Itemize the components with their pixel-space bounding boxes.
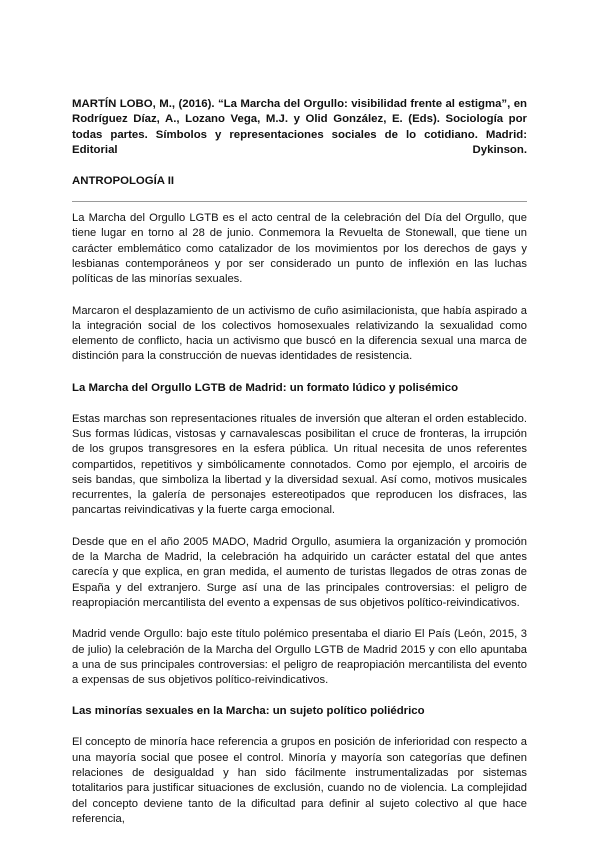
document-page (72, 97, 527, 827)
section-heading-marcha-madrid: La Marcha del Orgullo LGTB de Madrid: un formato lúdico y polisémico (72, 381, 459, 394)
section1-paragraph-1: Estas marchas son representaciones rituales de inversión que alteran el orden establecido. Sus formas lúdicas, vistosas y carnavalescas posibilitan el cruce de fronteras, la irrupción de los grupos transgresores en la esfera pública. Un ritual necesita de unos referentes compartidos, repetitivos y simbólicamente connotados. Como por ejemplo, el arcoiris de seis bandas, que simboliza la libertad y la diversidad sexual. Así como, motivos musicales recurrentes, la galería de personajes estereotipados que reproducen los disfraces, las pancartas reivindicativas y la fuerte carga emocional. (72, 412, 527, 517)
section1-paragraph-2: Desde que en el año 2005 MADO, Madrid Orgullo, asumiera la organización y promoción de la Marcha de Madrid, la celebración ha adquirido un carácter estatal del que antes carecía y que explica, en gran medida, el aumento de turistas llegados de otras zonas de España y del extranjero. Surge así una de las principales controversias: el peligro de reapropiación mercantilista del evento a expensas de sus objetivos político-reivindicativos. (72, 535, 527, 609)
section-heading-minorias: Las minorías sexuales en la Marcha: un sujeto político poliédrico (72, 705, 425, 718)
citation-text: MARTÍN LOBO, M., (2016). “La Marcha del Orgullo: visibilidad frente al estigma”, en Rodríguez Díaz, A., Lozano Vega, M.J. y Olid González, E. (Eds). Sociología por todas partes. Símbolos y representaciones sociales de lo cotidiano. Madrid: Editorial Dykinson. (72, 98, 527, 157)
section2-paragraph-1: El concepto de minoría hace referencia a grupos en posición de inferioridad con respecto a una mayoría social que posee el control. Minoría y mayoría son categorías que definen relaciones de desigualdad y han sido fácilmente instrumentalizadas por sistemas totalitarios para justificar situaciones de exclusión, cuando no de violencia. La complejidad del concepto deviene tanto de la dificultad para definir al sujeto colectivo al que hace referencia, (72, 736, 527, 825)
section1-paragraph-3: Madrid vende Orgullo: bajo este título polémico presentaba el diario El País (León, 2015, 3 de julio) la celebración de la Marcha del Orgullo LGTB de Madrid 2015 y con ello apuntaba a una de sus principales controversias: el peligro de reapropiación mercantilista del evento a expensas de sus objetivos político-reivindicativos. (72, 628, 527, 687)
header-divider (72, 201, 527, 202)
intro-paragraph-2: Marcaron el desplazamiento de un activismo de cuño asimilacionista, que había aspirado a la integración social de los colectivos homosexuales relativizando la sexualidad como elemento de conflicto, hacia un activismo que buscó en la diferencia sexual una marca de distinción para la construcción de nuevas identidades de resistencia. (72, 304, 527, 363)
citation-header (72, 97, 527, 174)
intro-paragraph-1: La Marcha del Orgullo LGTB es el acto central de la celebración del Día del Orgullo, que tiene lugar en torno al 28 de junio. Conmemora la Revuelta de Stonewall, que tiene un carácter emblemático como catalizador de los movimientos por los derechos de gays y lesbianas contemporáneos y por ser considerado un punto de inflexión en las luchas políticas de las minorías sexuales. (72, 212, 527, 286)
subject-title: ANTROPOLOGÍA II (72, 175, 175, 188)
